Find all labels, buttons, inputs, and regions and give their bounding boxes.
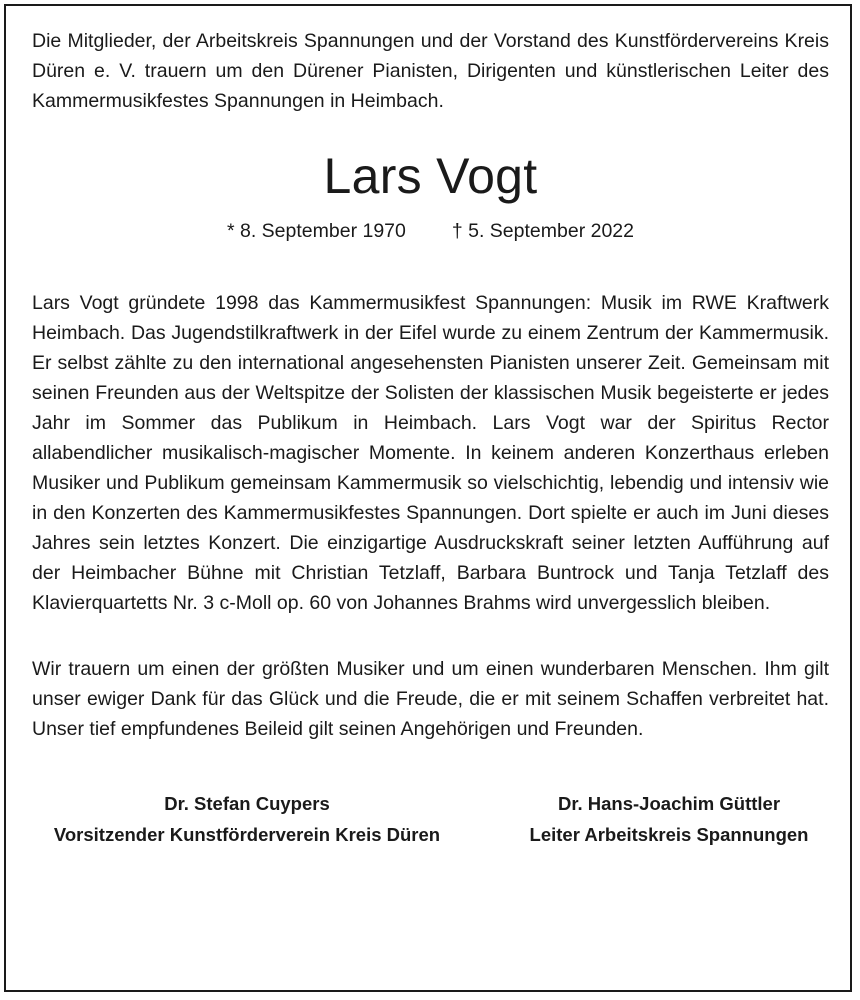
closing-paragraph: Wir trauern um einen der größten Musiker und um einen wunderbaren Menschen. Ihm gilt unser ewiger Dank für das Glück und die Freude, die er mit seinem Schaffen verbreitet hat. Unser tief empfundenes Beileid gilt seinen Angehörigen und Freunden. [32,658,829,740]
signatory-name: Dr. Stefan Cuypers [164,793,330,814]
signature-right [509,788,829,850]
biography-paragraph: Lars Vogt gründete 1998 das Kammermusikfest Spannungen: Musik im RWE Kraftwerk Heimbach. Das Jugendstilkraftwerk in der Eifel wurde zu einem Zentrum der Kammermusik. Er selbst zählte zu den international angesehensten Pianisten unserer Zeit. Gemeinsam mit seinen Freunden aus der Weltspitze der Solisten der klassischen Musik begeisterte er jedes Jahr im Sommer das Publikum in Heimbach. Lars Vogt war der Spiritus Rector allabendlicher musikalisch-magischer Momente. In keinem anderen Konzerthaus erleben Musiker und Publikum gemeinsam Kammermusik so vielschichtig, lebendig und intensiv wie in den Konzerten des Kammermusikfestes Spannungen. Dort spielte er auch im Juni dieses Jahres sein letztes Konzert. Die einzigartige Ausdruckskraft seiner letzten Aufführung auf der Heimbacher Bühne mit Christian Tetzlaff, Barbara Buntrock und Tanja Tetzlaff des Klavierquartetts Nr. 3 c-Moll op. 60 von Johannes Brahms wird unvergesslich bleiben. [32,292,829,614]
life-dates [32,216,829,246]
birth-date: * 8. September 1970 [226,220,406,242]
signature-left [32,788,462,850]
signature-block [32,788,829,850]
signatory-role: Vorsitzender Kunstförderverein Kreis Düren [53,824,441,845]
obituary-content [32,26,829,850]
signatory-name: Dr. Hans-Joachim Güttler [557,793,781,814]
death-date: † 5. September 2022 [451,220,634,242]
signatory-role: Leiter Arbeitskreis Spannungen [529,824,809,845]
intro-paragraph: Die Mitglieder, der Arbeitskreis Spannungen und der Vorstand des Kunstfördervereins Kreis Düren e. V. trauern um den Dürener Pianisten, Dirigenten und künstlerischen Leiter des Kammermusikfestes Spannungen in Heimbach. [32,30,829,112]
deceased-name: Lars Vogt [323,148,538,204]
